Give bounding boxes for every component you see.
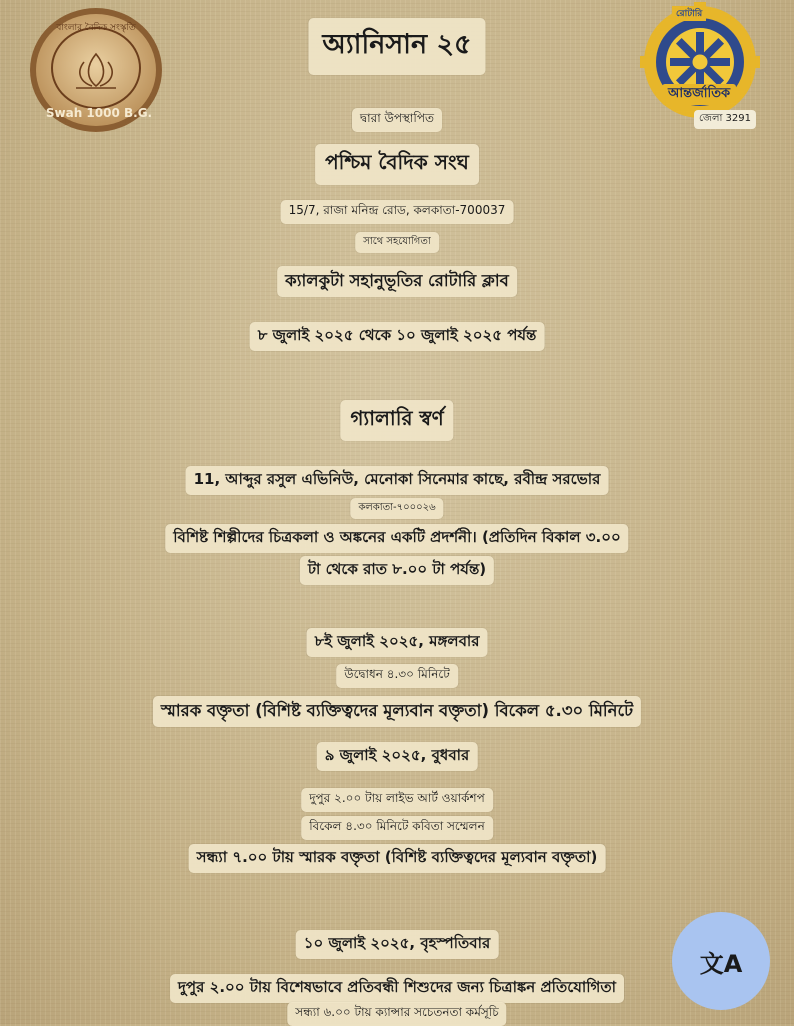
partner-name: ক্যালকুটা সহানুভূতির রোটারি ক্লাব	[277, 266, 517, 297]
day3-date: ১০ জুলাই ২০২৫, বৃহস্পতিবার	[296, 930, 499, 959]
association-label: সাথে সহযোগিতা	[355, 232, 439, 253]
day3-event-1: দুপুর ২.০০ টায় বিশেষভাবে প্রতিবন্ধী শিশুদের জন্য চিত্রাঙ্কন প্রতিযোগিতা	[170, 974, 624, 1003]
venue-address-line1: 11, আব্দুর রসুল এভিনিউ, মেনোকা সিনেমার কাছে, রবীন্দ্র সরভোর	[186, 466, 609, 495]
day1-date: ৮ই জুলাই ২০২৫, মঙ্গলবার	[306, 628, 487, 657]
organizer-name: পশ্চিম বৈদিক সংঘ	[315, 144, 479, 185]
venue-name: গ্যালারি স্বর্ণ	[340, 400, 453, 441]
day2-date: ৯ জুলাই ২০২৫, বুধবার	[317, 742, 478, 771]
exhibition-description-line2: টা থেকে রাত ৮.০০ টা পর্যন্ত)	[300, 556, 494, 585]
day2-event-3: সন্ধ্যা ৭.০০ টায় স্মারক বক্তৃতা (বিশিষ্ট ব্যক্তিত্বদের মূল্যবান বক্তৃতা)	[189, 844, 606, 873]
event-title: অ্যানিসান ২৫	[308, 18, 485, 75]
translate-icon: 文A	[699, 949, 743, 978]
day2-event-1: দুপুর ২.০০ টায় লাইভ আর্ট ওয়ার্কশপ	[301, 788, 493, 812]
day2-event-2: বিকেল ৪.৩০ মিনিটে কবিতা সম্মেলন	[301, 816, 493, 840]
translate-button[interactable]	[672, 912, 770, 1010]
day3-event-2: সন্ধ্যা ৬.০০ টায় ক্যান্সার সচেতনতা কর্মসূচি	[287, 1002, 506, 1026]
rotary-arc-label: আন্তর্জাতিক	[662, 84, 736, 105]
organizer-address: 15/7, রাজা মনিন্দ্র রোড, কলকাতা-700037	[281, 200, 514, 224]
event-dates: ৮ জুলাই ২০২৫ থেকে ১০ জুলাই ২০২৫ পর্যন্ত	[250, 322, 545, 351]
bengal-vedic-seal-logo	[26, 6, 166, 138]
day1-event-2: স্মারক বক্তৃতা (বিশিষ্ট ব্যক্তিত্বদের মূল্যবান বক্তৃতা) বিকেল ৫.৩০ মিনিটে	[153, 696, 641, 727]
district-tag: জেলা 3291	[694, 110, 756, 129]
seal-left-arc-text: বাংলার বৈদিক সংস্কৃতি	[56, 23, 136, 33]
day1-event-1: উদ্বোধন ৪.৩০ মিনিটে	[336, 664, 458, 688]
venue-address-line2: কলকাতা-৭০০০২৬	[350, 498, 443, 519]
presented-by-label: দ্বারা উপস্থাপিত	[352, 108, 442, 132]
rotary-top-label: রোটারি	[672, 6, 706, 21]
exhibition-description-line1: বিশিষ্ট শিল্পীদের চিত্রকলা ও অঙ্কনের একটি প্রদর্শনী। (প্রতিদিন বিকাল ৩.০০	[165, 524, 628, 553]
seal-left-caption: Swah 1000 B.G.	[45, 106, 153, 120]
